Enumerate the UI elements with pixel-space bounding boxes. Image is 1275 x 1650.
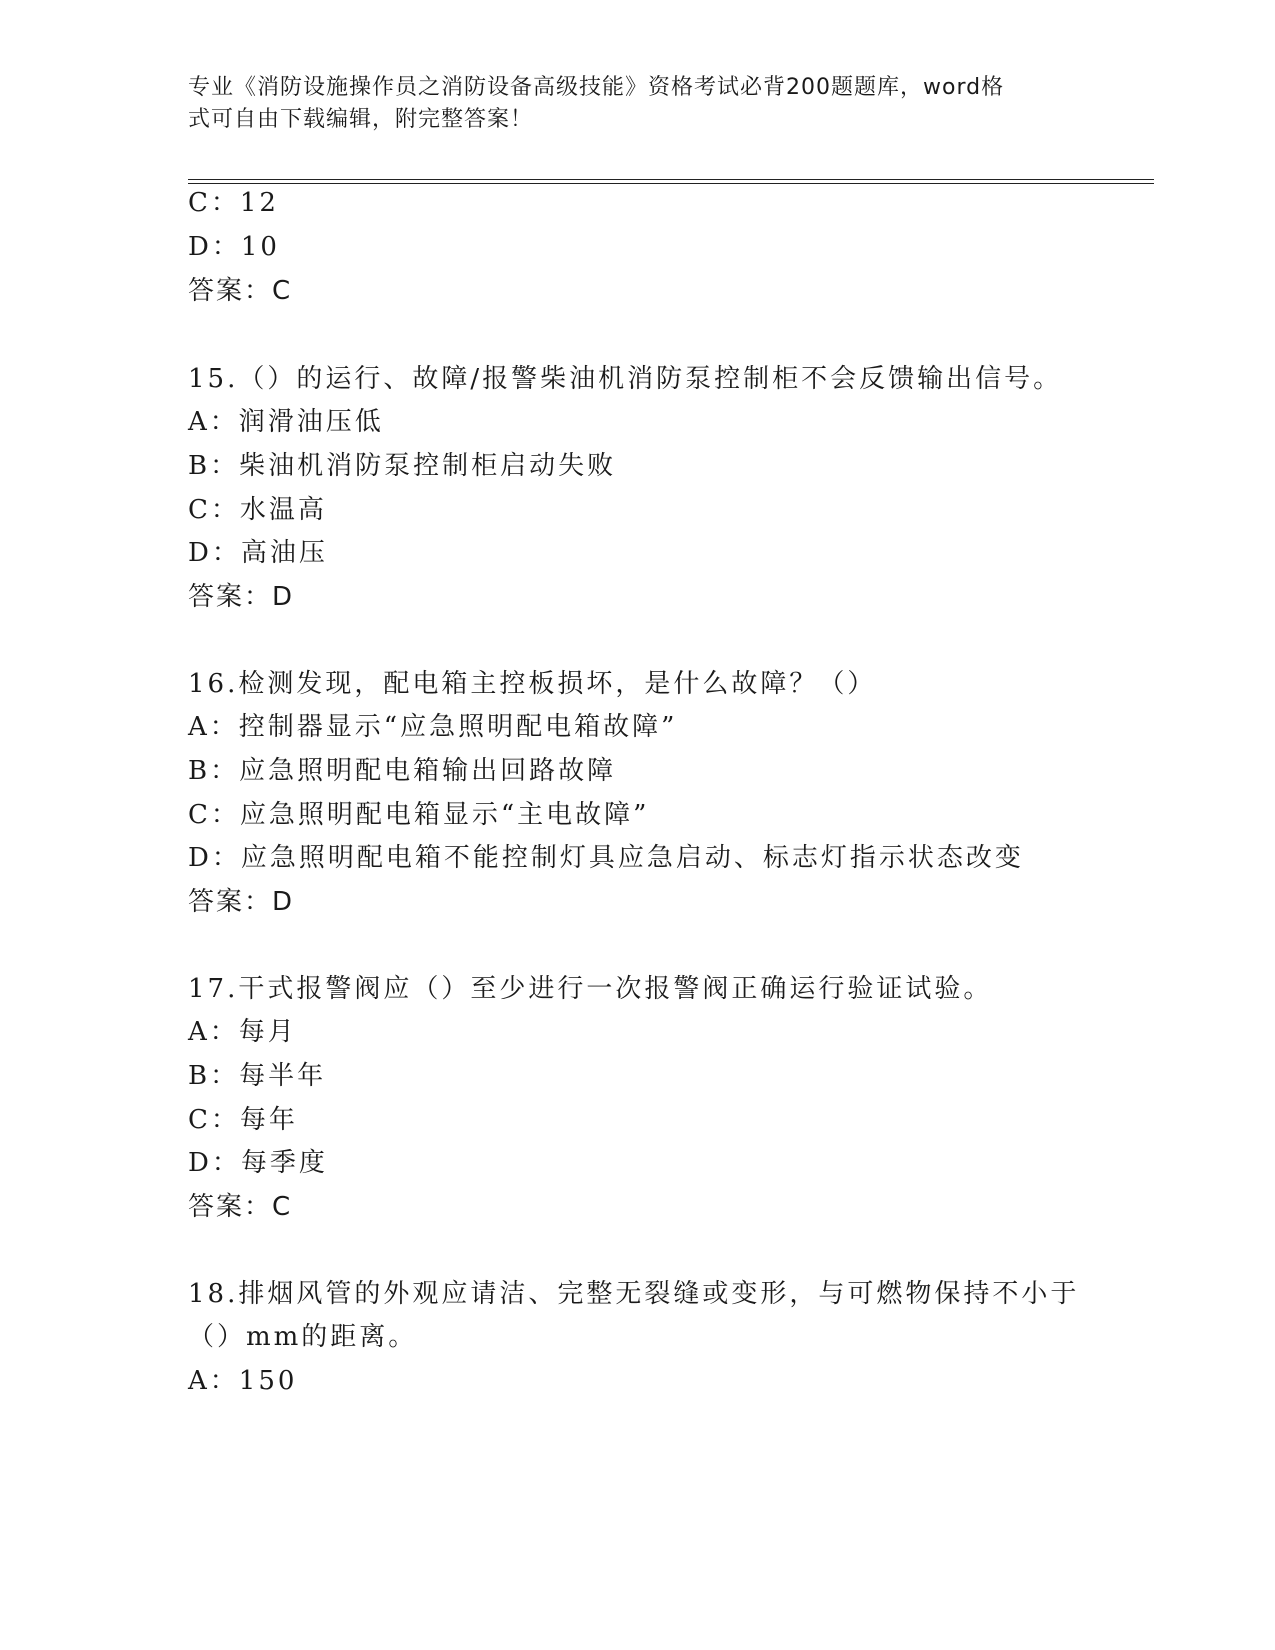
- partial-option-c: C：12: [188, 188, 279, 218]
- question-15-answer: 答案：D: [188, 582, 295, 612]
- question-18-stem-line-1: 18.排烟风管的外观应请洁、完整无裂缝或变形，与可燃物保持不小于: [188, 1279, 1080, 1309]
- question-18-option-a: A：150: [188, 1366, 298, 1396]
- header-divider-top: [188, 179, 1154, 180]
- question-15-option-c: C：水温高: [188, 495, 327, 525]
- question-15-option-b: B：柴油机消防泵控制柜启动失败: [188, 451, 617, 481]
- partial-option-d: D：10: [188, 232, 280, 262]
- question-15-option-a: A：润滑油压低: [188, 407, 384, 437]
- question-16-stem: 16.检测发现，配电箱主控板损坏，是什么故障？（）: [188, 669, 877, 699]
- header-line-2: 式可自由下载编辑，附完整答案！: [188, 107, 534, 132]
- question-16-option-d: D：应急照明配电箱不能控制灯具应急启动、标志灯指示状态改变: [188, 843, 1024, 873]
- question-16-answer: 答案：D: [188, 887, 295, 917]
- question-15-option-d: D：高油压: [188, 538, 328, 568]
- question-18-stem-line-2: （）mm的距离。: [188, 1322, 418, 1352]
- header-divider-bottom: [188, 183, 1154, 184]
- question-17-option-a: A：每月: [188, 1017, 297, 1047]
- question-17-answer: 答案：C: [188, 1192, 293, 1222]
- document-header: [188, 72, 1068, 136]
- header-line-1: 专业《消防设施操作员之消防设备高级技能》资格考试必背200题题库，word格: [188, 75, 1005, 100]
- question-17-option-c: C：每年: [188, 1105, 298, 1135]
- question-17-stem: 17.干式报警阀应（）至少进行一次报警阀正确运行验证试验。: [188, 974, 993, 1004]
- question-17-option-d: D：每季度: [188, 1148, 328, 1178]
- question-16-option-c: C：应急照明配电箱显示“主电故障”: [188, 800, 650, 830]
- question-15-stem: 15.（）的运行、故障/报警柴油机消防泵控制柜不会反馈输出信号。: [188, 364, 1063, 394]
- question-16-option-a: A：控制器显示“应急照明配电箱故障”: [188, 712, 678, 742]
- question-17-option-b: B：每半年: [188, 1061, 327, 1091]
- question-16-option-b: B：应急照明配电箱输出回路故障: [188, 756, 617, 786]
- partial-answer: 答案：C: [188, 276, 293, 306]
